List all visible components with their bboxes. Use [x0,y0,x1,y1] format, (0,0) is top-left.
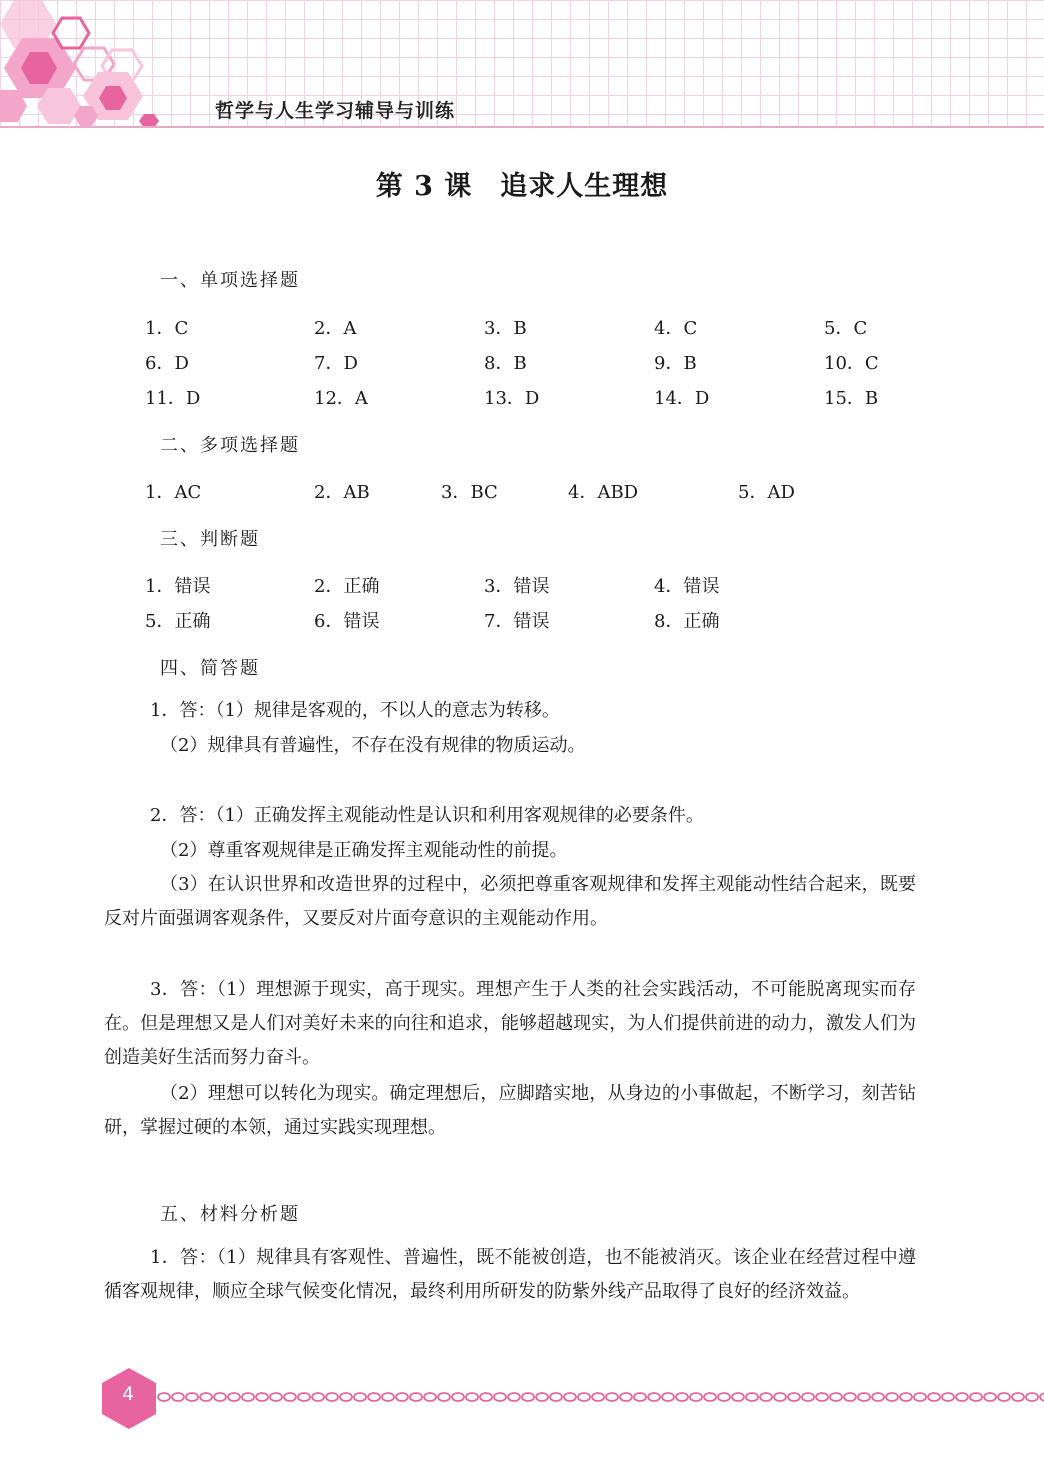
answer-item: 4．C [654,318,698,339]
short-answer-2-line-2: （2）尊重客观规律是正确发挥主观能动性的前提。 [160,840,568,861]
header-rule [0,126,1044,128]
answer-item: 15．B [824,388,879,409]
section-heading-true-false: 三、判断题 [160,529,260,550]
answer-item: 7．错误 [484,611,550,632]
answer-item: 4．ABD [568,482,639,503]
answer-item: 7．D [314,353,358,374]
answer-item: 2．A [314,318,357,339]
answer-item: 14．D [654,388,710,409]
answer-item: 1．AC [145,482,202,503]
material-analysis-answer-1: 1．答：（1）规律具有客观性、普遍性，既不能被创造，也不能被消灭。该企业在经营过程中遵循客观规律，顺应全球气候变化情况，最终利用所研发的防紫外线产品取得了良好的经济效益。 [104,1247,916,1302]
chain-border-decoration-icon [157,1387,1044,1407]
answer-item: 1．错误 [145,576,211,597]
answer-item: 5．AD [738,482,795,503]
hexagon-decoration-icon [0,0,170,130]
answer-item: 5．C [824,318,868,339]
answer-item: 10．C [824,353,879,374]
answer-item: 8．B [484,353,527,374]
answer-item: 13．D [484,388,540,409]
answer-item: 2．正确 [314,576,380,597]
answer-item: 3．BC [441,482,498,503]
answer-item: 8．正确 [654,611,720,632]
page-number: 4 [121,1383,135,1405]
page-title: 第 3 课 追求人生理想 [375,171,669,202]
answer-item: 9．B [654,353,697,374]
section-heading-single-choice: 一、单项选择题 [160,270,300,291]
answer-item: 11．D [145,388,201,409]
short-answer-2-para-3: （3）在认识世界和改造世界的过程中，必须把尊重客观规律和发挥主观能动性结合起来，既要反对片面强调客观条件，又要反对片面夸意识的主观能动作用。 [104,874,916,929]
short-answer-1-line-2: （2）规律具有普遍性，不存在没有规律的物质运动。 [160,735,586,756]
header-title: 哲学与人生学习辅导与训练 [215,100,456,122]
answer-item: 2．AB [314,482,370,503]
section-heading-material-analysis: 五、材料分析题 [160,1204,300,1225]
answer-item: 4．错误 [654,576,720,597]
section-heading-multiple-choice: 二、多项选择题 [160,435,300,456]
answer-item: 3．B [484,318,527,339]
short-answer-3-para-1: 3．答：（1）理想源于现实，高于现实。理想产生于人类的社会实践活动，不可能脱离现实而存在。但是理想又是人们对美好未来的向往和追求，能够超越现实，为人们提供前进的动力，激发人们为创造美好生活而努力奋斗。 [104,979,916,1068]
answer-item: 5．正确 [145,611,211,632]
short-answer-1-line-1: 1．答：（1）规律是客观的，不以人的意志为转移。 [150,700,560,721]
answer-item: 1．C [145,318,189,339]
answer-item: 6．D [145,353,189,374]
answer-item: 12．A [314,388,368,409]
answer-item: 6．错误 [314,611,380,632]
short-answer-3-para-2: （2）理想可以转化为现实。确定理想后，应脚踏实地，从身边的小事做起，不断学习，刻苦钻研，掌握过硬的本领，通过实践实现理想。 [104,1083,916,1138]
answer-item: 3．错误 [484,576,550,597]
short-answer-2-line-1: 2．答：（1）正确发挥主观能动性是认识和利用客观规律的必要条件。 [150,805,704,826]
section-heading-short-answer: 四、简答题 [160,658,260,679]
